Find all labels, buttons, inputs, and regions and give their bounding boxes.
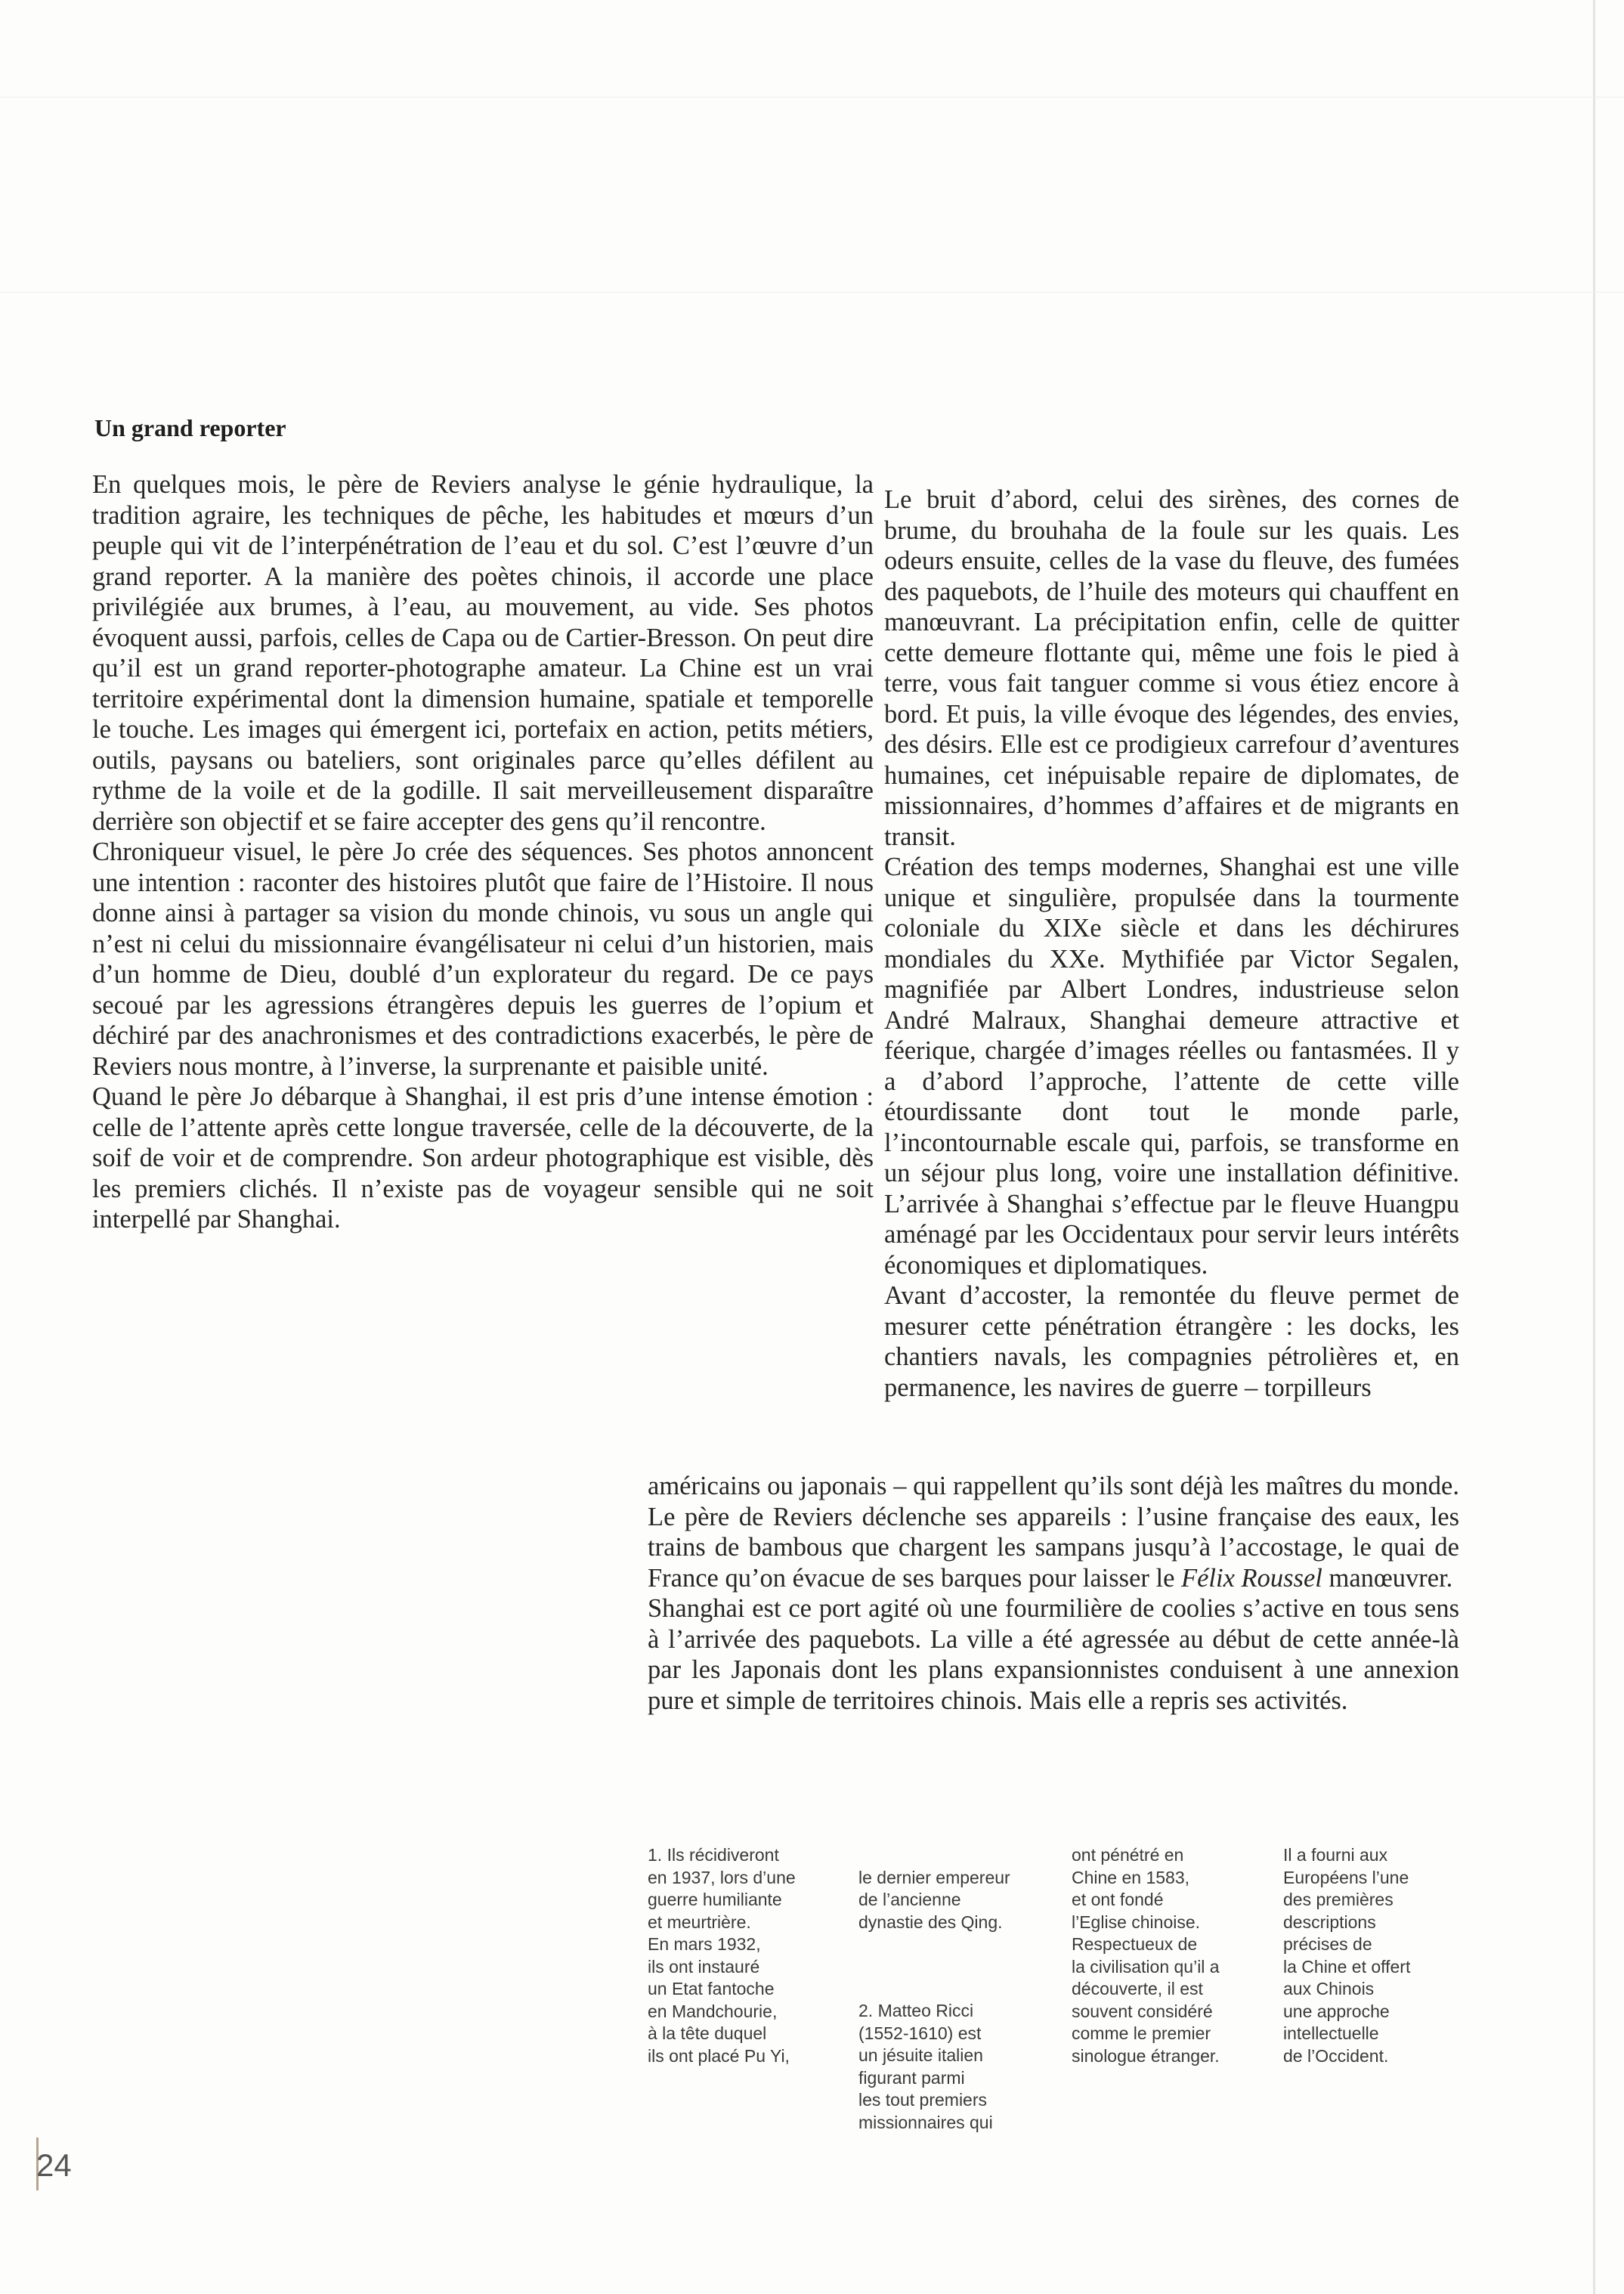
paragraph — [648, 1471, 1459, 1593]
paragraph: Le bruit d’abord, celui des sirènes, des cornes de brume, du brouhaha de la foule sur les quais. Les odeurs ensuite, celles de la vase du fleuve, des fumées des paquebots, de l’huile des moteurs qui chauffent en manœuvrant. La précipitation enfin, celle de quitter cette demeure flottante qui, même une fois le pied à terre, vous fait tanguer comme si vous étiez encore à bord. Et puis, la ville évoque des légendes, des envies, des désirs. Elle est ce prodigieux carrefour d’aventures humaines, cet inépuisable repaire de diplomates, de missionnaires, d’hommes d’affaires et de migrants en transit. — [884, 485, 1459, 851]
right-column — [884, 484, 1459, 1403]
paragraph: Quand le père Jo débarque à Shanghai, il est pris d’une intense émotion : celle de l’attente après cette longue traversée, celle de la découverte, de la soif de voir et de comprendre. Son ardeur photographique est visible, dès les premiers clichés. Il n’existe pas de voyageur sensible qui ne soit interpellé par Shanghai. — [92, 1082, 874, 1234]
footnote-1-continued: le dernier empereur de l’ancienne dynastie des Qing. — [858, 1867, 1010, 1932]
spacer — [858, 1956, 1063, 1978]
ship-name: Félix Roussel — [1181, 1563, 1322, 1593]
paragraph: Avant d’accoster, la remontée du fleuve permet de mesurer cette pénétration étrangère : les docks, les chantiers navals, les compagnies pétrolières et, en permanence, les navires de guerre – torpilleurs — [884, 1281, 1459, 1402]
paragraph: Shanghai est ce port agité où une fourmilière de coolies s’active en tous sens à l’arrivée des paquebots. La ville a été agressée au début de cette année-là par les Japonais dont les plans expansionnistes conduisent à une annexion pure et simple de territoires chinois. Mais elle a repris ses activités. — [648, 1594, 1459, 1715]
page-gutter-line — [1593, 0, 1595, 2294]
text-run: américains ou japonais – qui rappellent qu’ils sont déjà les maîtres du monde. Le père de Reviers déclenche ses appareils : l’usine française des eaux, les trains de bambous que chargent les sampans jusqu’à l’accostage, le quai de France qu’on évacue de ses barques pour laisser le — [648, 1472, 1459, 1593]
footnote-2: 2. Matteo Ricci (1552-1610) est un jésuite italien figurant parmi les tout premiers missionnaires qui — [858, 2001, 993, 2132]
paragraph: Chroniqueur visuel, le père Jo crée des séquences. Ses photos annoncent une intention : raconter des histoires plutôt que faire de l’Histoire. Il nous donne ainsi à partager sa vision du monde chinois, vu sous un angle qui n’est ni celui du missionnaire évangélisateur ni celui d’un historien, mais d’un homme de Dieu, doublé d’un explorateur du regard. De ce pays secoué par les agressions étrangères depuis les guerres de l’opium et déchiré par des anachronismes et des contradictions exacerbés, le père de Reviers nous montre, à l’inverse, la surprenante et paisible unité. — [92, 837, 874, 1081]
footnote-1: 1. Ils récidiveront en 1937, lors d’une guerre humiliante et meurtrière. En mars 1932, ils ont instauré un Etat fantoche en Mandchourie, à la tête duquel ils ont placé Pu Yi, — [648, 1845, 796, 2066]
footnote-column-2 — [858, 1844, 1063, 2156]
footnote-2-continued: ont pénétré en Chine en 1583, et ont fondé l’Eglise chinoise. Respectueux de la civilisation qu’il a découverte, il est souvent considéré comme le premier sinologue étranger. — [1072, 1845, 1220, 2066]
paragraph: Création des temps modernes, Shanghai est une ville unique et singulière, propulsée dans la tourmente coloniale du XIXe siècle et dans les déchirures mondiales du XXe. Mythifiée par Victor Segalen, magnifiée par Albert Londres, industrieuse selon André Malraux, Shanghai demeure attractive et féerique, chargée d’images réelles ou fantasmées. Il y a d’abord l’approche, l’attente de cette ville étourdissante dont tout le monde parle, l’incontournable escale qui, parfois, se transforme en un séjour plus long, voire une installation définitive. L’arrivée à Shanghai s’effectue par le fleuve Huangpu aménagé par les Occidentaux pour servir leurs intérêts économiques et diplomatiques. — [884, 853, 1459, 1280]
left-column — [92, 469, 874, 1235]
paragraph: En quelques mois, le père de Reviers analyse le génie hydraulique, la tradition agraire, les techniques de pêche, les habitudes et mœurs d’un peuple qui vit de l’interpénétration de l’eau et du sol. C’est l’œuvre d’un grand reporter. A la manière des poètes chinois, il accorde une place privilégiée aux brumes, à l’eau, au mouvement, au vide. Ses photos évoquent aussi, parfois, celles de Capa ou de Cartier-Bresson. On peut dire qu’il est un grand reporter-photographe amateur. La Chine est un vrai territoire expérimental dont la dimension humaine, spatiale et temporelle le touche. Les images qui émergent ici, portefaix en action, petits métiers, outils, paysans ou bateliers, sont originales parce qu’elles défilent au rythme de la voile et de la godille. Il sait merveilleusement disparaître derrière son objectif et se faire accepter des gens qu’il rencontre. — [92, 470, 874, 836]
divider — [0, 97, 1624, 98]
bottom-column — [648, 1471, 1459, 1716]
page-number: 24 — [36, 2147, 72, 2183]
text-run: manœuvrer. — [1322, 1563, 1453, 1593]
footnote-2-end: Il a fourni aux Européens l’une des premières descriptions précises de la Chine et offert aux Chinois une approche intellectuelle de l’Occident. — [1283, 1845, 1411, 2066]
divider — [0, 292, 1624, 293]
section-heading: Un grand reporter — [94, 414, 286, 441]
